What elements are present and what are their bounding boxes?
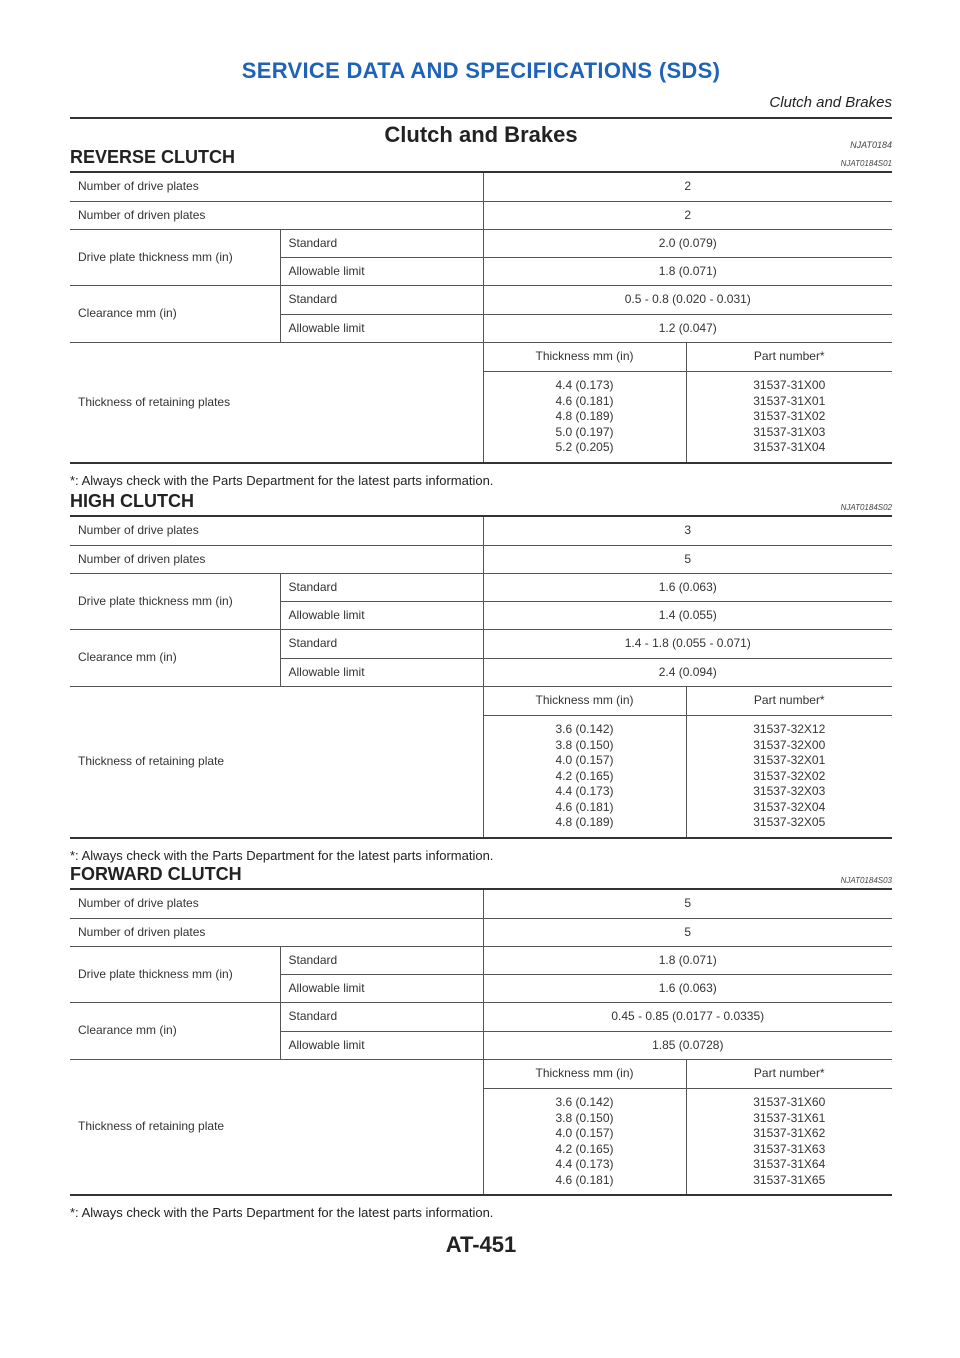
table-row [70,546,892,574]
table-row [70,1060,892,1089]
section-title: HIGH CLUTCH [70,491,194,511]
table-row [70,919,892,947]
drive-plates-value: 3 [483,516,892,546]
clearance-standard: 0.45 - 0.85 (0.0177 - 0.0335) [483,1003,892,1032]
thickness-value: 4.8 (0.189) [555,815,614,829]
plate-thickness-label: Drive plate thickness mm (in) [70,230,280,286]
thickness-header: Thickness mm (in) [483,687,686,716]
thickness-list [483,372,686,463]
retaining-plate-label: Thickness of retaining plate [70,1060,483,1196]
allowable-label: Allowable limit [280,315,483,343]
clearance-standard: 1.4 - 1.8 (0.055 - 0.071) [483,630,892,659]
part-number-value: 31537-32X12 [753,722,826,736]
table-row [70,343,892,372]
driven-plates-value: 5 [483,546,892,574]
page-number: AT-451 [445,1232,517,1257]
clearance-label: Clearance mm (in) [70,1003,280,1060]
part-number-value: 31537-31X61 [753,1110,826,1125]
part-number-value: 31537-31X60 [753,1095,826,1109]
parts-note: *: Always check with the Parts Department for the latest parts information. [70,847,494,863]
clearance-standard: 0.5 - 0.8 (0.020 - 0.031) [483,286,892,315]
header-title: SERVICE DATA AND SPECIFICATIONS (SDS) [241,58,721,83]
allowable-label: Allowable limit [280,1032,483,1060]
part-number-value: 31537-31X02 [753,409,826,423]
table-row [70,1003,892,1032]
driven-plates-label: Number of driven plates [70,919,483,947]
drive-plates-value: 5 [483,889,892,919]
standard-label: Standard [280,286,483,315]
part-number-value: 31537-31X63 [753,1141,826,1156]
part-number-value: 31537-31X62 [753,1126,826,1140]
part-number-value: 31537-31X03 [753,424,826,439]
table-row [70,230,892,258]
allowable-label: Allowable limit [280,602,483,630]
thickness-value: 3.8 (0.150) [555,1110,614,1125]
spec-table [70,888,892,1196]
table-row [70,687,892,716]
thickness-value: 4.6 (0.181) [555,393,614,408]
thickness-value: 4.2 (0.165) [555,1141,614,1156]
standard-label: Standard [280,1003,483,1032]
retaining-plate-label: Thickness of retaining plate [70,687,483,838]
retaining-plate-label: Thickness of retaining plates [70,343,483,463]
part-number-value: 31537-32X05 [753,815,826,829]
section-code: NJAT0184S03 [840,876,892,885]
part-number-header: Part number* [686,687,892,716]
table-row [70,172,892,202]
section-heading [70,147,892,171]
thickness-value: 3.6 (0.142) [555,1095,614,1109]
page-title-code: NJAT0184 [850,140,892,150]
table-row [70,202,892,230]
drive-plates-label: Number of drive plates [70,889,483,919]
thickness-value: 4.4 (0.173) [555,784,614,798]
thickness-value: 4.6 (0.181) [555,799,614,814]
part-number-value: 31537-32X04 [753,799,826,814]
drive-plates-label: Number of drive plates [70,516,483,546]
header-subtitle: Clutch and Brakes [769,94,892,111]
allowable-label: Allowable limit [280,975,483,1003]
part-number-value: 31537-32X01 [753,753,826,767]
part-number-list [686,716,892,838]
spec-table [70,171,892,464]
plate-thickness-standard: 1.8 (0.071) [483,947,892,975]
standard-label: Standard [280,630,483,659]
allowable-label: Allowable limit [280,659,483,687]
thickness-value: 4.4 (0.173) [555,378,614,392]
driven-plates-value: 2 [483,202,892,230]
part-number-value: 31537-31X65 [753,1172,826,1187]
table-row [70,630,892,659]
part-number-list [686,1089,892,1196]
thickness-list [483,716,686,838]
header-rule [70,117,892,119]
table-row [70,286,892,315]
thickness-value: 3.8 (0.150) [555,737,614,752]
spec-section [70,147,892,488]
page-title-text: Clutch and Brakes [384,122,578,147]
section-heading [70,864,892,888]
parts-note: *: Always check with the Parts Department for the latest parts information. [70,472,494,488]
section-title: FORWARD CLUTCH [70,864,242,884]
part-number-value: 31537-31X64 [753,1157,826,1171]
drive-plates-value: 2 [483,172,892,202]
driven-plates-value: 5 [483,919,892,947]
thickness-list [483,1089,686,1196]
page-title [70,122,892,148]
part-number-value: 31537-31X01 [753,393,826,408]
clearance-limit: 1.2 (0.047) [483,315,892,343]
clearance-label: Clearance mm (in) [70,286,280,343]
part-number-value: 31537-32X00 [753,737,826,752]
standard-label: Standard [280,574,483,602]
thickness-value: 4.0 (0.157) [555,1126,614,1140]
part-number-list [686,372,892,463]
part-number-header: Part number* [686,343,892,372]
clearance-limit: 1.85 (0.0728) [483,1032,892,1060]
part-number-value: 31537-32X03 [753,784,826,798]
thickness-value: 4.8 (0.189) [555,409,614,423]
section-title: REVERSE CLUTCH [70,147,236,167]
section-heading [70,491,892,515]
table-row [70,574,892,602]
plate-thickness-limit: 1.8 (0.071) [483,258,892,286]
plate-thickness-label: Drive plate thickness mm (in) [70,574,280,630]
driven-plates-label: Number of driven plates [70,202,483,230]
section-code: NJAT0184S01 [840,159,892,168]
table-row [70,516,892,546]
thickness-value: 5.0 (0.197) [555,424,614,439]
thickness-header: Thickness mm (in) [483,343,686,372]
plate-thickness-limit: 1.6 (0.063) [483,975,892,1003]
part-number-value: 31537-32X02 [753,768,826,783]
thickness-header: Thickness mm (in) [483,1060,686,1089]
plate-thickness-limit: 1.4 (0.055) [483,602,892,630]
spec-table [70,515,892,839]
thickness-value: 3.6 (0.142) [555,722,614,736]
allowable-label: Allowable limit [280,258,483,286]
parts-note: *: Always check with the Parts Department for the latest parts information. [70,1205,494,1220]
plate-thickness-standard: 2.0 (0.079) [483,230,892,258]
thickness-value: 4.0 (0.157) [555,753,614,767]
part-number-value: 31537-31X00 [753,378,826,392]
table-row [70,947,892,975]
thickness-value: 4.4 (0.173) [555,1157,614,1171]
plate-thickness-label: Drive plate thickness mm (in) [70,947,280,1003]
table-row [70,889,892,919]
standard-label: Standard [280,947,483,975]
drive-plates-label: Number of drive plates [70,172,483,202]
spec-section [70,491,892,863]
thickness-value: 4.2 (0.165) [555,768,614,783]
section-code: NJAT0184S02 [840,503,892,512]
thickness-value: 4.6 (0.181) [555,1172,614,1187]
plate-thickness-standard: 1.6 (0.063) [483,574,892,602]
part-number-header: Part number* [686,1060,892,1089]
spec-section [70,864,892,1220]
clearance-limit: 2.4 (0.094) [483,659,892,687]
clearance-label: Clearance mm (in) [70,630,280,687]
standard-label: Standard [280,230,483,258]
part-number-value: 31537-31X04 [753,440,826,454]
driven-plates-label: Number of driven plates [70,546,483,574]
thickness-value: 5.2 (0.205) [555,440,614,454]
